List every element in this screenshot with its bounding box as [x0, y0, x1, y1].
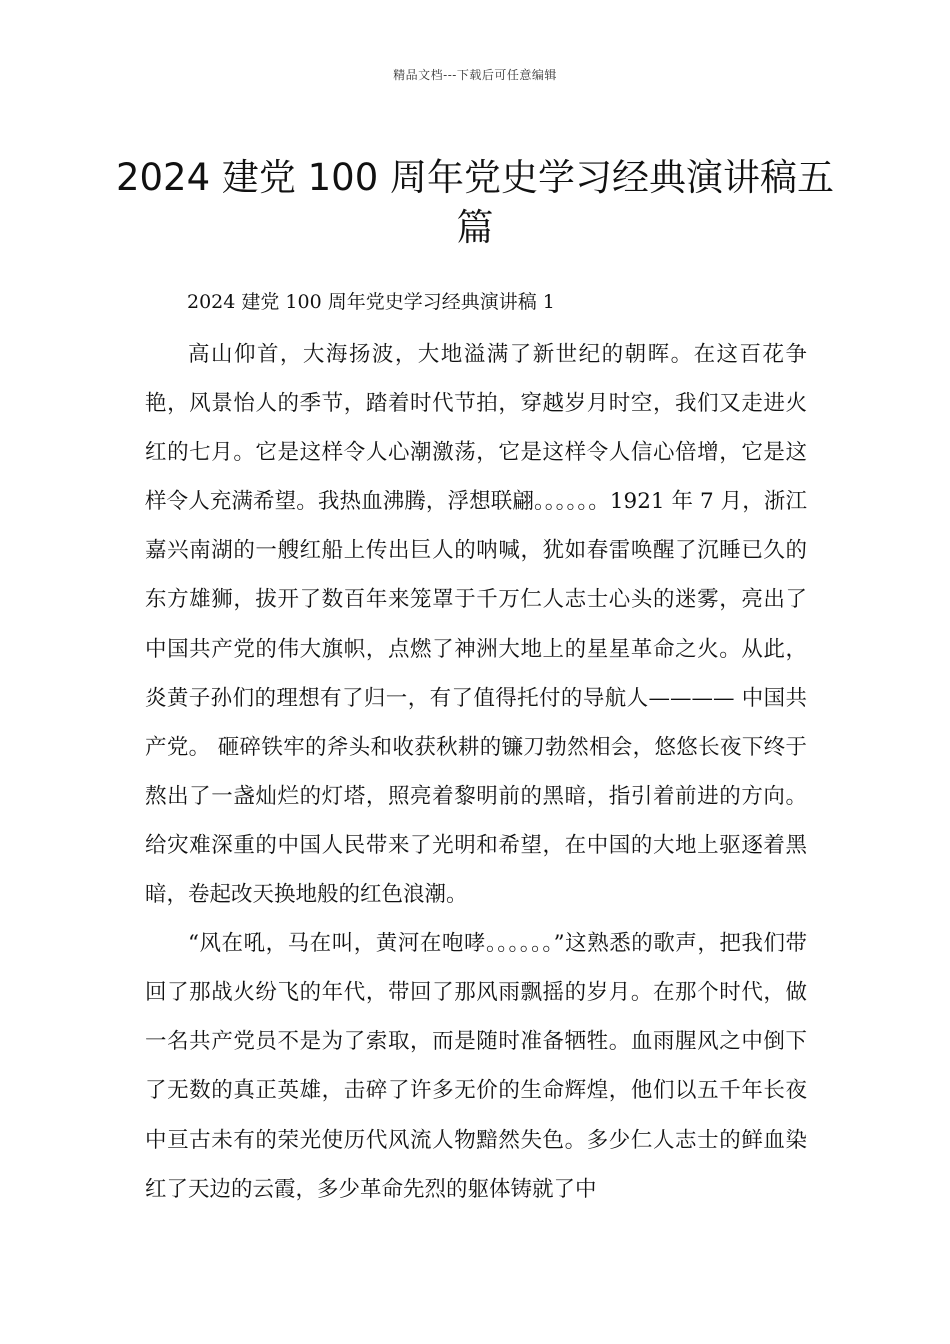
document-title: 2024 建党 100 周年党史学习经典演讲稿五篇 — [115, 155, 835, 249]
section-subtitle: 2024 建党 100 周年党史学习经典演讲稿 1 — [187, 291, 555, 313]
paragraph: “风在吼，马在叫，黄河在咆哮。。。。。。”这熟悉的歌声，把我们带回了那战火纷飞的年代，带回了那风雨飘摇的岁月。在那个时代，做一名共产党员不是为了索取，而是随时准备牺牲。血雨腥风之中倒下了无数的真正英雄，击碎了许多无价的生命辉煌，他们以五千年长夜中亘古未有的荣光使历代风流人物黯然失色。多少仁人志士的鲜血染红了天边的云霞，多少革命先烈的躯体铸就了中 — [145, 931, 807, 1202]
paragraph: 高山仰首，大海扬波，大地溢满了新世纪的朝晖。在这百花争艳，风景怡人的季节，踏着时代节拍，穿越岁月时空，我们又走进火红的七月。它是这样令人心潮激荡，它是这样令人信心倍增，它是这样令人充满希望。我热血沸腾，浮想联翩。。。。。。1921 年 7 月，浙江嘉兴南湖的一艘红船上传出巨人的呐喊，犹如春雷唤醒了沉睡已久的东方雄狮，拔开了数百年来笼罩于千万仁人志士心头的迷雾，亮出了中国共产党的伟大旗帜，点燃了神洲大地上的星星革命之火。从此，炎黄子孙们的理想有了归一，有了值得托付的导航人———— 中国共产党。 砸碎铁牢的斧头和收获秋耕的镰刀勃然相会，悠悠长夜下终于熬出了一盏灿烂的灯塔，照亮着黎明前的黑暗，指引着前进的方向。给灾难深重的中国人民带来了光明和希望，在中国的大地上驱逐着黑暗，卷起改天换地般的红色浪潮。 — [145, 342, 807, 908]
header-note: 精品文档---下载后可任意编辑 — [393, 68, 557, 82]
body-text — [145, 330, 807, 1214]
